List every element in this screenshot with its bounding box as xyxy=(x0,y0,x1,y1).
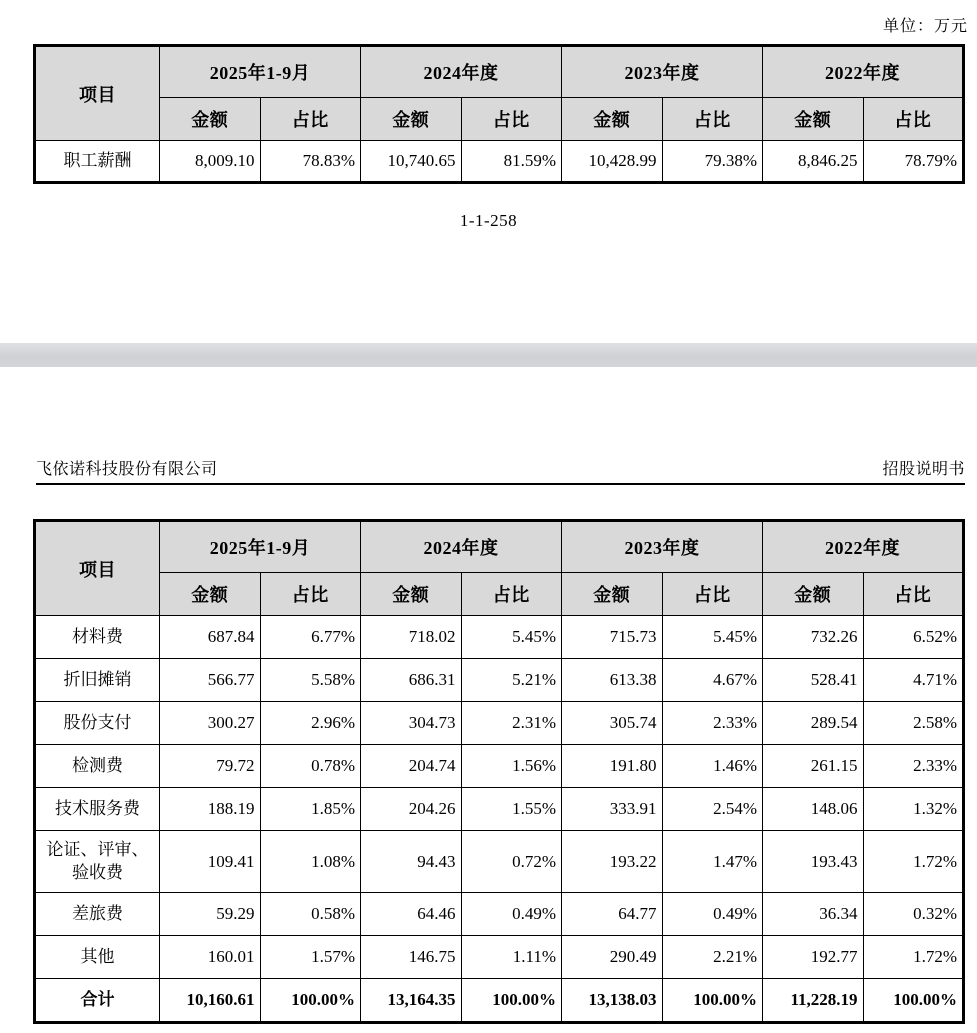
amount-cell: 300.27 xyxy=(160,702,261,745)
column-header-ratio: 占比 xyxy=(260,573,361,616)
ratio-cell: 100.00% xyxy=(461,979,562,1023)
ratio-cell: 100.00% xyxy=(662,979,763,1023)
ratio-cell: 5.58% xyxy=(260,659,361,702)
table-row xyxy=(35,702,964,745)
amount-cell: 528.41 xyxy=(763,659,864,702)
column-header-ratio: 占比 xyxy=(662,573,763,616)
table-header-row xyxy=(35,521,964,573)
column-header-ratio: 占比 xyxy=(461,98,562,141)
row-label: 差旅费 xyxy=(35,893,160,936)
ratio-cell: 1.56% xyxy=(461,745,562,788)
amount-cell: 146.75 xyxy=(361,936,462,979)
page-header xyxy=(36,456,965,485)
row-label: 职工薪酬 xyxy=(35,141,160,183)
column-header-ratio: 占比 xyxy=(260,98,361,141)
ratio-cell: 4.71% xyxy=(863,659,964,702)
ratio-cell: 1.85% xyxy=(260,788,361,831)
ratio-cell: 2.96% xyxy=(260,702,361,745)
ratio-cell: 1.72% xyxy=(863,831,964,893)
ratio-cell: 79.38% xyxy=(662,141,763,183)
page-number: 1-1-258 xyxy=(459,211,518,230)
row-label: 材料费 xyxy=(35,616,160,659)
amount-cell: 687.84 xyxy=(160,616,261,659)
amount-cell: 333.91 xyxy=(562,788,663,831)
ratio-cell: 1.57% xyxy=(260,936,361,979)
table-row xyxy=(35,616,964,659)
ratio-cell: 5.45% xyxy=(662,616,763,659)
ratio-cell: 1.55% xyxy=(461,788,562,831)
amount-cell: 193.43 xyxy=(763,831,864,893)
table-row xyxy=(35,788,964,831)
ratio-cell: 1.47% xyxy=(662,831,763,893)
row-label: 论证、评审、验收费 xyxy=(35,831,160,893)
row-label: 技术服务费 xyxy=(35,788,160,831)
ratio-cell: 5.21% xyxy=(461,659,562,702)
amount-cell: 94.43 xyxy=(361,831,462,893)
row-label: 合计 xyxy=(35,979,160,1023)
column-header-amount: 金额 xyxy=(160,98,261,141)
column-header-period: 2024年度 xyxy=(361,46,562,98)
ratio-cell: 0.72% xyxy=(461,831,562,893)
amount-cell: 613.38 xyxy=(562,659,663,702)
ratio-cell: 78.79% xyxy=(863,141,964,183)
table-row xyxy=(35,893,964,936)
ratio-cell: 100.00% xyxy=(260,979,361,1023)
column-header-amount: 金额 xyxy=(562,573,663,616)
column-header-amount: 金额 xyxy=(160,573,261,616)
column-header-item: 项目 xyxy=(35,521,160,616)
ratio-cell: 78.83% xyxy=(260,141,361,183)
ratio-cell: 1.11% xyxy=(461,936,562,979)
ratio-cell: 1.32% xyxy=(863,788,964,831)
ratio-cell: 0.32% xyxy=(863,893,964,936)
row-label: 股份支付 xyxy=(35,702,160,745)
expense-breakdown-table xyxy=(33,519,965,1024)
table-row xyxy=(35,936,964,979)
amount-cell: 11,228.19 xyxy=(763,979,864,1023)
amount-cell: 305.74 xyxy=(562,702,663,745)
ratio-cell: 0.49% xyxy=(461,893,562,936)
column-header-amount: 金额 xyxy=(763,98,864,141)
table-total-row xyxy=(35,979,964,1023)
amount-cell: 79.72 xyxy=(160,745,261,788)
ratio-cell: 4.67% xyxy=(662,659,763,702)
amount-cell: 64.77 xyxy=(562,893,663,936)
amount-cell: 289.54 xyxy=(763,702,864,745)
amount-cell: 261.15 xyxy=(763,745,864,788)
ratio-cell: 6.77% xyxy=(260,616,361,659)
column-header-period: 2025年1-9月 xyxy=(160,46,361,98)
column-header-period: 2025年1-9月 xyxy=(160,521,361,573)
amount-cell: 8,846.25 xyxy=(763,141,864,183)
amount-cell: 8,009.10 xyxy=(160,141,261,183)
ratio-cell: 2.21% xyxy=(662,936,763,979)
amount-cell: 188.19 xyxy=(160,788,261,831)
ratio-cell: 81.59% xyxy=(461,141,562,183)
amount-cell: 160.01 xyxy=(160,936,261,979)
ratio-cell: 0.58% xyxy=(260,893,361,936)
amount-cell: 192.77 xyxy=(763,936,864,979)
column-header-ratio: 占比 xyxy=(662,98,763,141)
column-header-period: 2022年度 xyxy=(763,46,964,98)
table-row xyxy=(35,659,964,702)
amount-cell: 718.02 xyxy=(361,616,462,659)
amount-cell: 191.80 xyxy=(562,745,663,788)
column-header-amount: 金额 xyxy=(763,573,864,616)
table-row xyxy=(35,831,964,893)
column-header-period: 2024年度 xyxy=(361,521,562,573)
ratio-cell: 1.72% xyxy=(863,936,964,979)
amount-cell: 10,740.65 xyxy=(361,141,462,183)
ratio-cell: 5.45% xyxy=(461,616,562,659)
ratio-cell: 6.52% xyxy=(863,616,964,659)
amount-cell: 64.46 xyxy=(361,893,462,936)
column-header-amount: 金额 xyxy=(562,98,663,141)
ratio-cell: 2.31% xyxy=(461,702,562,745)
ratio-cell: 2.33% xyxy=(662,702,763,745)
ratio-cell: 2.54% xyxy=(662,788,763,831)
amount-cell: 148.06 xyxy=(763,788,864,831)
table-row xyxy=(35,745,964,788)
amount-cell: 566.77 xyxy=(160,659,261,702)
row-label: 检测费 xyxy=(35,745,160,788)
amount-cell: 10,428.99 xyxy=(562,141,663,183)
table-subheader-row xyxy=(35,573,964,616)
amount-cell: 109.41 xyxy=(160,831,261,893)
row-label: 折旧摊销 xyxy=(35,659,160,702)
amount-cell: 686.31 xyxy=(361,659,462,702)
column-header-ratio: 占比 xyxy=(461,573,562,616)
amount-cell: 13,164.35 xyxy=(361,979,462,1023)
amount-cell: 13,138.03 xyxy=(562,979,663,1023)
employee-compensation-table xyxy=(33,44,965,184)
column-header-item: 项目 xyxy=(35,46,160,141)
amount-cell: 304.73 xyxy=(361,702,462,745)
ratio-cell: 1.46% xyxy=(662,745,763,788)
unit-label: 单位：万元 xyxy=(882,18,968,35)
ratio-cell: 0.49% xyxy=(662,893,763,936)
ratio-cell: 1.08% xyxy=(260,831,361,893)
column-header-ratio: 占比 xyxy=(863,573,964,616)
column-header-amount: 金额 xyxy=(361,98,462,141)
ratio-cell: 2.58% xyxy=(863,702,964,745)
company-name: 飞依诺科技股份有限公司 xyxy=(36,461,218,478)
amount-cell: 10,160.61 xyxy=(160,979,261,1023)
amount-cell: 204.74 xyxy=(361,745,462,788)
page-break-divider xyxy=(0,343,977,367)
amount-cell: 204.26 xyxy=(361,788,462,831)
amount-cell: 732.26 xyxy=(763,616,864,659)
table-header-row xyxy=(35,46,964,98)
table-subheader-row xyxy=(35,98,964,141)
amount-cell: 715.73 xyxy=(562,616,663,659)
row-label: 其他 xyxy=(35,936,160,979)
column-header-ratio: 占比 xyxy=(863,98,964,141)
amount-cell: 193.22 xyxy=(562,831,663,893)
ratio-cell: 0.78% xyxy=(260,745,361,788)
ratio-cell: 100.00% xyxy=(863,979,964,1023)
column-header-period: 2023年度 xyxy=(562,521,763,573)
column-header-period: 2022年度 xyxy=(763,521,964,573)
ratio-cell: 2.33% xyxy=(863,745,964,788)
column-header-period: 2023年度 xyxy=(562,46,763,98)
column-header-amount: 金额 xyxy=(361,573,462,616)
amount-cell: 36.34 xyxy=(763,893,864,936)
table-row xyxy=(35,141,964,183)
doc-type-label: 招股说明书 xyxy=(882,461,965,478)
amount-cell: 290.49 xyxy=(562,936,663,979)
amount-cell: 59.29 xyxy=(160,893,261,936)
